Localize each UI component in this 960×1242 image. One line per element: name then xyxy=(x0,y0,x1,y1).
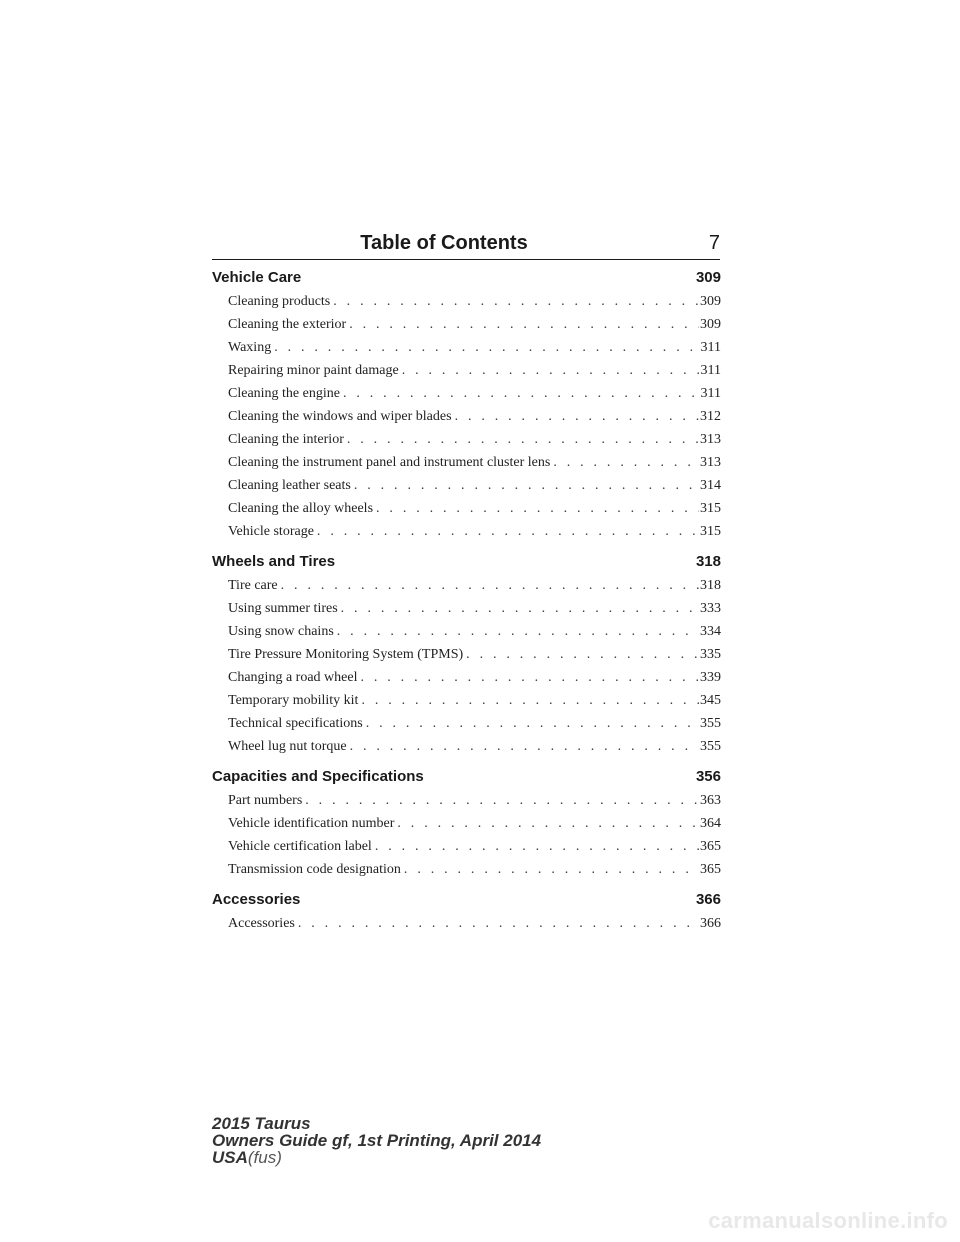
toc-entry[interactable] xyxy=(212,643,721,666)
entry-label: Cleaning the engine xyxy=(228,386,340,401)
entry-label: Using snow chains xyxy=(228,624,334,639)
dot-leader xyxy=(347,428,699,451)
section-page: 309 xyxy=(695,269,721,286)
toc-entry[interactable] xyxy=(212,574,721,597)
toc-entry[interactable] xyxy=(212,497,721,520)
toc-entry[interactable] xyxy=(212,313,721,336)
toc-entry[interactable] xyxy=(212,520,721,543)
entry-label: Tire care xyxy=(228,578,278,593)
entry-page: 312 xyxy=(700,409,721,424)
entry-label: Cleaning the alloy wheels xyxy=(228,501,374,516)
footer-region: USA xyxy=(212,1148,248,1167)
toc-entry[interactable] xyxy=(212,712,721,735)
footer-edition: Owners Guide gf, 1st Printing, April 2014 xyxy=(212,1131,542,1150)
toc-entry[interactable] xyxy=(212,912,721,935)
entry-page: 311 xyxy=(700,340,721,355)
entry-label: Vehicle identification number xyxy=(228,816,395,831)
dot-leader xyxy=(360,666,699,689)
toc-entry[interactable] xyxy=(212,428,721,451)
entry-page: 355 xyxy=(700,739,721,754)
dot-leader xyxy=(305,789,699,812)
footer-model: 2015 Taurus xyxy=(212,1114,311,1133)
entry-page: 311 xyxy=(700,386,721,401)
dot-leader xyxy=(553,451,699,474)
toc-entry[interactable] xyxy=(212,382,721,405)
dot-leader xyxy=(343,382,700,405)
entry-label: Cleaning the instrument panel and instrument cluster lens xyxy=(228,455,551,470)
toc-entry[interactable] xyxy=(212,597,721,620)
section-title: Capacities and Specifications xyxy=(212,768,424,785)
dot-leader xyxy=(404,858,699,881)
entry-page: 366 xyxy=(700,916,721,931)
entry-page: 365 xyxy=(700,839,721,854)
toc-entry[interactable] xyxy=(212,620,721,643)
entry-label: Waxing xyxy=(228,340,272,355)
section-page: 356 xyxy=(695,768,721,785)
dot-leader xyxy=(298,912,699,935)
toc-section xyxy=(212,550,721,758)
toc-entry[interactable] xyxy=(212,290,721,313)
section-heading[interactable] xyxy=(212,765,721,789)
dot-leader xyxy=(317,520,699,543)
toc-entry[interactable] xyxy=(212,405,721,428)
table-of-contents xyxy=(212,266,721,942)
entry-label: Cleaning leather seats xyxy=(228,478,351,493)
toc-entry[interactable] xyxy=(212,451,721,474)
dot-leader xyxy=(341,597,699,620)
entry-page: 339 xyxy=(700,670,721,685)
toc-entry[interactable] xyxy=(212,474,721,497)
section-heading[interactable] xyxy=(212,888,721,912)
dot-leader xyxy=(354,474,699,497)
page-number: 7 xyxy=(708,232,720,254)
entry-page: 309 xyxy=(700,317,721,332)
watermark: carmanualsonline.info xyxy=(708,1208,948,1233)
toc-entry[interactable] xyxy=(212,666,721,689)
entry-page: 365 xyxy=(700,862,721,877)
entry-page: 313 xyxy=(700,455,721,470)
toc-section xyxy=(212,266,721,543)
entry-label: Vehicle storage xyxy=(228,524,314,539)
page-header xyxy=(212,229,720,260)
toc-section xyxy=(212,765,721,881)
toc-entry[interactable] xyxy=(212,858,721,881)
entry-page: 345 xyxy=(700,693,721,708)
toc-section xyxy=(212,888,721,935)
dot-leader xyxy=(350,735,699,758)
dot-leader xyxy=(402,359,700,382)
entry-page: 309 xyxy=(700,294,721,309)
dot-leader xyxy=(366,712,699,735)
section-heading[interactable] xyxy=(212,266,721,290)
entry-label: Temporary mobility kit xyxy=(228,693,359,708)
entry-label: Part numbers xyxy=(228,793,303,808)
section-title: Wheels and Tires xyxy=(212,553,336,570)
entry-label: Accessories xyxy=(228,916,295,931)
toc-entry[interactable] xyxy=(212,789,721,812)
entry-label: Vehicle certification label xyxy=(228,839,372,854)
toc-entry[interactable] xyxy=(212,812,721,835)
section-page: 366 xyxy=(695,891,721,908)
toc-entry[interactable] xyxy=(212,359,721,382)
entry-page: 311 xyxy=(700,363,721,378)
entry-label: Cleaning products xyxy=(228,294,331,309)
section-page: 318 xyxy=(695,553,721,570)
entry-page: 313 xyxy=(700,432,721,447)
entry-page: 363 xyxy=(700,793,721,808)
entry-page: 355 xyxy=(700,716,721,731)
toc-entry[interactable] xyxy=(212,336,721,359)
dot-leader xyxy=(466,643,699,666)
toc-entry[interactable] xyxy=(212,835,721,858)
document-footer xyxy=(212,1115,541,1166)
toc-entry[interactable] xyxy=(212,735,721,758)
entry-page: 333 xyxy=(700,601,721,616)
dot-leader xyxy=(455,405,699,428)
entry-page: 314 xyxy=(700,478,721,493)
section-title: Accessories xyxy=(212,891,301,908)
entry-label: Technical specifications xyxy=(228,716,363,731)
entry-label: Cleaning the interior xyxy=(228,432,344,447)
entry-page: 318 xyxy=(700,578,721,593)
dot-leader xyxy=(281,574,699,597)
dot-leader xyxy=(274,336,699,359)
footer-region-code: (fus) xyxy=(247,1148,282,1167)
dot-leader xyxy=(361,689,699,712)
entry-page: 315 xyxy=(700,524,721,539)
entry-label: Tire Pressure Monitoring System (TPMS) xyxy=(228,647,464,662)
section-heading[interactable] xyxy=(212,550,721,574)
entry-page: 364 xyxy=(700,816,721,831)
entry-page: 335 xyxy=(700,647,721,662)
entry-label: Wheel lug nut torque xyxy=(228,739,347,754)
entry-label: Transmission code designation xyxy=(228,862,401,877)
page-title: Table of Contents xyxy=(360,232,528,254)
toc-entry[interactable] xyxy=(212,689,721,712)
dot-leader xyxy=(349,313,699,336)
dot-leader xyxy=(333,290,699,313)
dot-leader xyxy=(337,620,699,643)
dot-leader xyxy=(375,835,699,858)
entry-label: Changing a road wheel xyxy=(228,670,358,685)
entry-label: Using summer tires xyxy=(228,601,338,616)
dot-leader xyxy=(397,812,699,835)
entry-page: 315 xyxy=(700,501,721,516)
entry-label: Cleaning the exterior xyxy=(228,317,347,332)
dot-leader xyxy=(376,497,699,520)
section-title: Vehicle Care xyxy=(212,269,302,286)
entry-label: Cleaning the windows and wiper blades xyxy=(228,409,452,424)
entry-page: 334 xyxy=(700,624,721,639)
entry-label: Repairing minor paint damage xyxy=(228,363,399,378)
